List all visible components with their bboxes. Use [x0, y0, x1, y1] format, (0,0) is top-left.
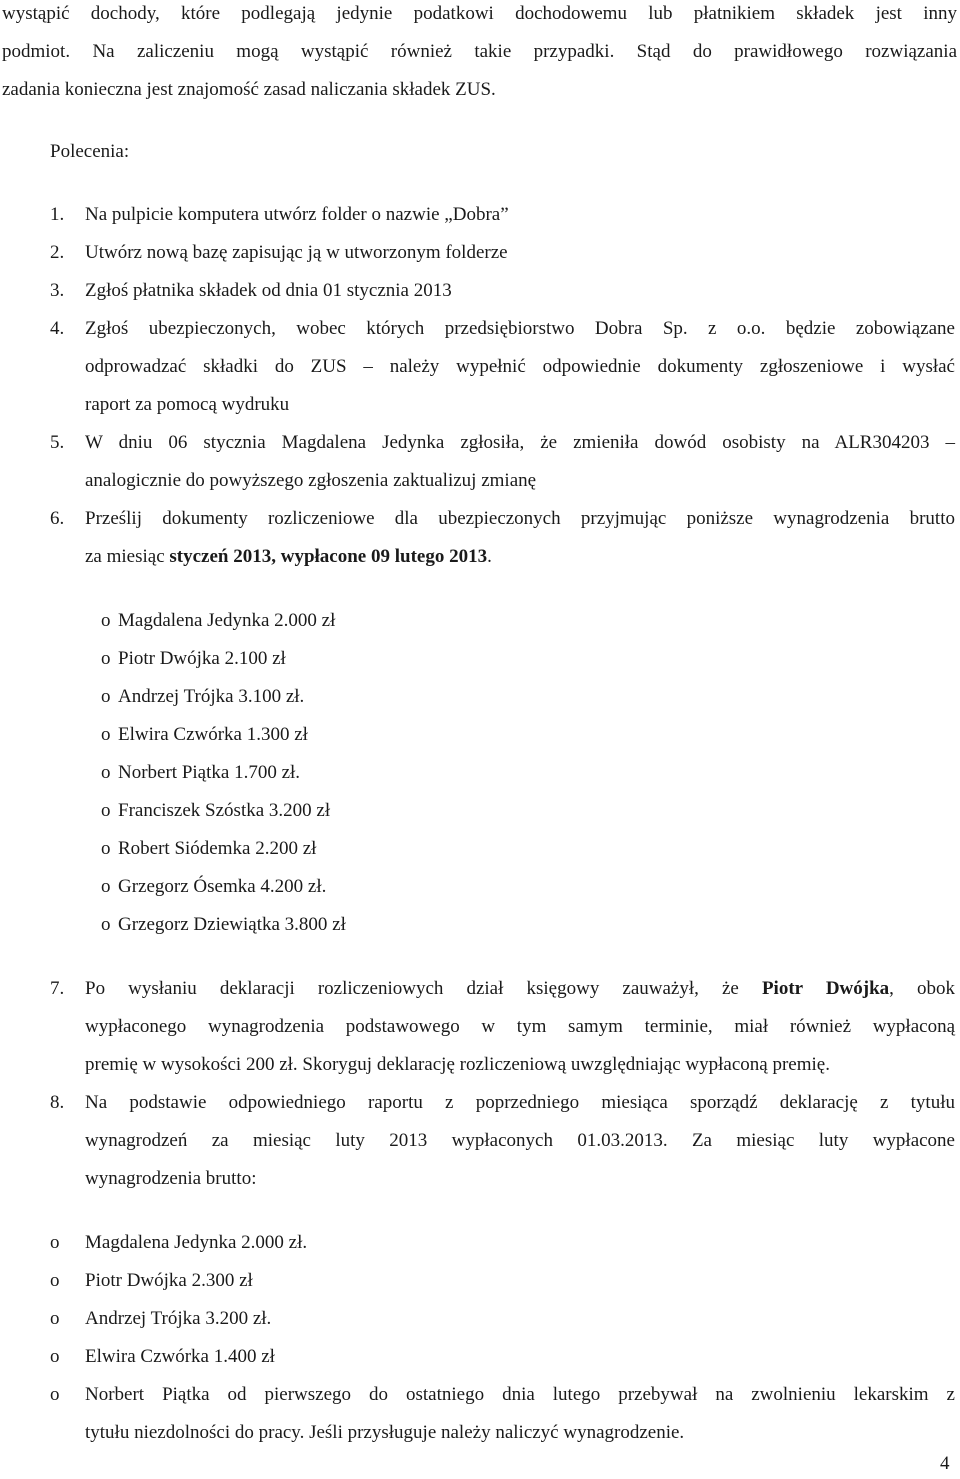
task-2-text: Utwórz nową bazę zapisując ją w utworzonym folderze: [85, 242, 508, 263]
bullet-marker: o: [101, 914, 111, 935]
bullet-marker: o: [101, 876, 111, 897]
list-item: Magdalena Jedynka 2.000 zł: [118, 610, 336, 631]
bullet-marker: o: [50, 1308, 60, 1329]
list-item: Norbert Piątka 1.700 zł.: [118, 762, 301, 783]
task-1-text: Na pulpicie komputera utwórz folder o nazwie „Dobra”: [85, 204, 509, 225]
list-item-line-1: Norbert Piątka od pierwszego do ostatniego dnia lutego przebywał na zwolnieniu lekarskim z: [85, 1384, 955, 1405]
task-number: 4.: [50, 318, 65, 339]
section-heading: Polecenia:: [50, 141, 130, 162]
intro-line-1: wystąpić dochody, które podlegają jedynie podatkowi dochodowemu lub płatnikiem składek jest inny: [2, 3, 957, 24]
task-8-line-3: wynagrodzenia brutto:: [85, 1168, 257, 1189]
task-6-emphasis: styczeń 2013, wypłacone 09 lutego 2013: [169, 546, 488, 567]
list-item: Piotr Dwójka 2.100 zł: [118, 648, 286, 669]
task-5-line-2: analogicznie do powyższego zgłoszenia zaktualizuj zmianę: [85, 470, 537, 491]
task-4-line-3: raport za pomocą wydruku: [85, 394, 290, 415]
task-number: 1.: [50, 204, 65, 225]
task-7-text-pre: Po wysłaniu deklaracji rozliczeniowych dział księgowy zauważył, że: [85, 978, 762, 999]
task-5-line-1: W dniu 06 stycznia Magdalena Jedynka zgłosiła, że zmieniła dowód osobisty na ALR304203 –: [85, 432, 955, 453]
task-number: 6.: [50, 508, 65, 529]
bullet-marker: o: [101, 724, 111, 745]
task-4-line-2: odprowadzać składki do ZUS – należy wypełnić odpowiednie dokumenty zgłoszeniowe i wysłać: [85, 356, 955, 377]
task-6-text-pre: za miesiąc: [85, 546, 170, 567]
list-item: Elwira Czwórka 1.300 zł: [118, 724, 308, 745]
bullet-marker: o: [101, 648, 111, 669]
task-7-emphasis: Piotr Dwójka: [761, 978, 890, 999]
task-number: 2.: [50, 242, 65, 263]
page-number: 4: [940, 1453, 950, 1474]
list-item: Elwira Czwórka 1.400 zł: [85, 1346, 275, 1367]
task-8-line-2: wynagrodzeń za miesiąc luty 2013 wypłaconych 01.03.2013. Za miesiąc luty wypłacone: [85, 1130, 955, 1151]
bullet-marker: o: [50, 1232, 60, 1253]
bullet-marker: o: [50, 1346, 60, 1367]
task-6-line-1: Prześlij dokumenty rozliczeniowe dla ubezpieczonych przyjmując poniższe wynagrodzenia brutto: [85, 508, 955, 529]
task-number: 8.: [50, 1092, 65, 1113]
task-6-text-post: .: [487, 546, 492, 567]
task-4-line-1: Zgłoś ubezpieczonych, wobec których przedsiębiorstwo Dobra Sp. z o.o. będzie zobowiązane: [85, 318, 955, 339]
bullet-marker: o: [101, 800, 111, 821]
list-item: Piotr Dwójka 2.300 zł: [85, 1270, 253, 1291]
bullet-marker: o: [101, 686, 111, 707]
intro-line-2: podmiot. Na zaliczeniu mogą wystąpić również takie przypadki. Stąd do prawidłowego rozwiązania: [2, 41, 957, 62]
task-7-line-2: wypłaconego wynagrodzenia podstawowego w tym samym terminie, miał również wypłaconą: [85, 1016, 955, 1037]
bullet-marker: o: [50, 1384, 60, 1405]
list-item: Robert Siódemka 2.200 zł: [118, 838, 317, 859]
bullet-marker: o: [101, 610, 111, 631]
task-6-line-2: [85, 545, 492, 569]
list-item: Andrzej Trójka 3.200 zł.: [85, 1308, 272, 1329]
intro-line-3: zadania konieczna jest znajomość zasad naliczania składek ZUS.: [2, 79, 496, 100]
task-number: 5.: [50, 432, 65, 453]
list-item: Grzegorz Ósemka 4.200 zł.: [118, 876, 327, 897]
task-3-text: Zgłoś płatnika składek od dnia 01 stycznia 2013: [85, 280, 452, 301]
task-number: 3.: [50, 280, 65, 301]
bullet-marker: o: [101, 838, 111, 859]
task-7-line-3: premię w wysokości 200 zł. Skoryguj deklarację rozliczeniową uwzględniając wypłaconą premię.: [85, 1054, 830, 1075]
task-number: 7.: [50, 978, 65, 999]
task-8-line-1: Na podstawie odpowiedniego raportu z poprzedniego miesiąca sporządź deklarację z tytułu: [85, 1092, 955, 1113]
list-item-line-2: tytułu niezdolności do pracy. Jeśli przysługuje należy naliczyć wynagrodzenie.: [85, 1422, 685, 1443]
bullet-marker: o: [101, 762, 111, 783]
list-item: Grzegorz Dziewiątka 3.800 zł: [118, 914, 346, 935]
list-item: Andrzej Trójka 3.100 zł.: [118, 686, 305, 707]
task-7-line-1: [85, 977, 955, 1001]
list-item: Magdalena Jedynka 2.000 zł.: [85, 1232, 308, 1253]
bullet-marker: o: [50, 1270, 60, 1291]
list-item: Franciszek Szóstka 3.200 zł: [118, 800, 331, 821]
task-7-text-post: , obok: [889, 978, 956, 999]
